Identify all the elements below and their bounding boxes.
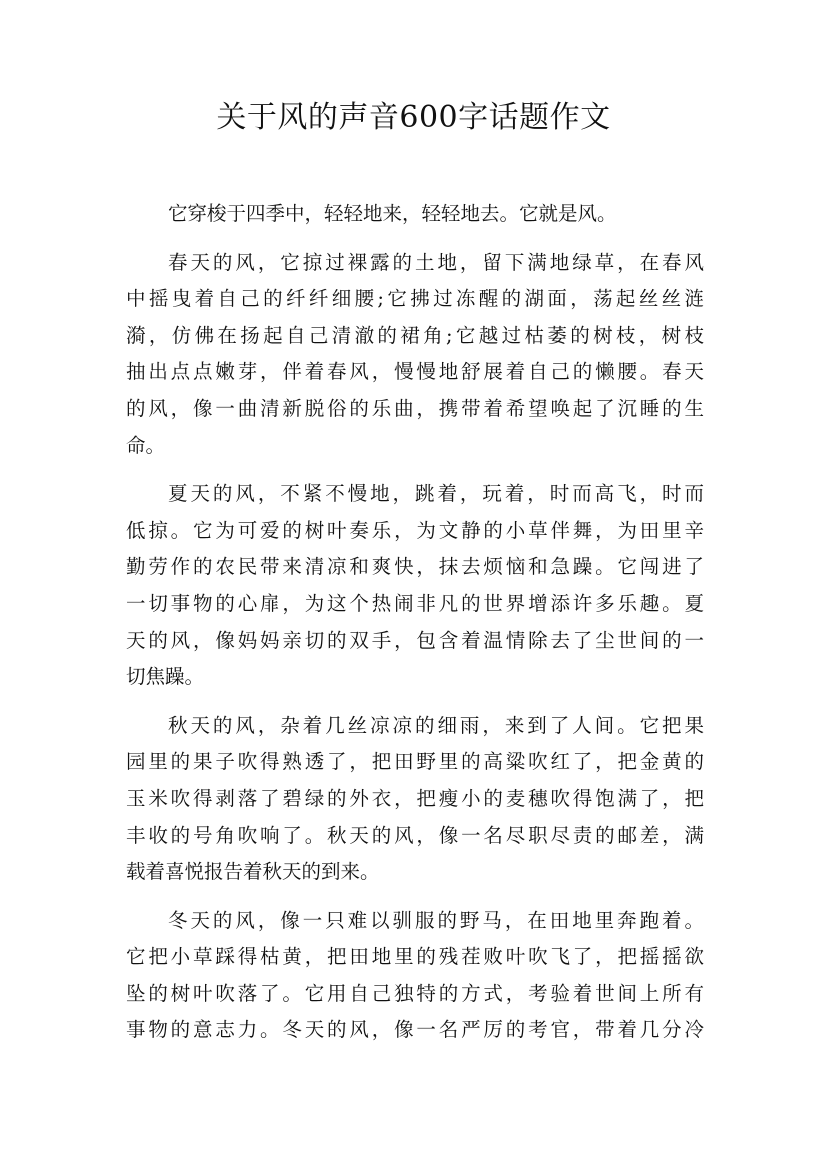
text-line: 漪，仿佛在扬起自己清澈的裙角;它越过枯萎的树枝，树枝 (126, 323, 704, 347)
text-line: 秋天的风，杂着几丝凉凉的细雨，来到了人间。它把果 (168, 713, 704, 737)
text-line: 玉米吹得剥落了碧绿的外衣，把瘦小的麦穗吹得饱满了，把 (126, 786, 704, 810)
text-line: 低掠。它为可爱的树叶奏乐，为文静的小草伴舞，为田里辛 (126, 518, 704, 542)
text-line: 坠的树叶吹落了。它用自己独特的方式，考验着世间上所有 (126, 981, 704, 1005)
paragraph-autumn (126, 708, 704, 891)
text-line: 抽出点点嫩芽，伴着春风，慢慢地舒展着自己的懒腰。春天 (126, 360, 704, 384)
document-title: 关于风的声音600字话题作文 (216, 100, 611, 135)
text-line: 园里的果子吹得熟透了，把田野里的高粱吹红了，把金黄的 (126, 750, 704, 774)
text-line: 切焦躁。 (126, 665, 205, 689)
essay-body (126, 196, 704, 1049)
text-line: 冬天的风，像一只难以驯服的野马，在田地里奔跑着。 (168, 908, 704, 932)
text-line: 夏天的风，不紧不慢地，跳着，玩着，时而高飞，时而 (168, 482, 704, 506)
text-line: 勤劳作的农民带来清凉和爽快，抹去烦恼和急躁。它闯进了 (126, 555, 704, 579)
text-line: 一切事物的心扉，为这个热闹非凡的世界增添许多乐趣。夏 (126, 591, 704, 615)
text-line: 载着喜悦报告着秋天的到来。 (126, 860, 380, 884)
text-line: 事物的意志力。冬天的风，像一名严厉的考官，带着几分冷 (126, 1018, 704, 1042)
text-line: 春天的风，它掠过裸露的土地，留下满地绿草，在春风 (168, 250, 704, 274)
text-line: 它穿梭于四季中，轻轻地来，轻轻地去。它就是风。 (168, 202, 617, 225)
text-line: 的风，像一曲清新脱俗的乐曲，携带着希望唤起了沉睡的生 (126, 396, 704, 420)
text-line: 天的风，像妈妈亲切的双手，包含着温情除去了尘世间的一 (126, 628, 704, 652)
text-line: 丰收的号角吹响了。秋天的风，像一名尽职尽责的邮差，满 (126, 823, 704, 847)
text-line: 它把小草踩得枯黄，把田地里的残茬败叶吹飞了，把摇摇欲 (126, 945, 704, 969)
paragraph-intro (126, 196, 704, 233)
paragraph-spring (126, 245, 704, 465)
paragraph-winter (126, 903, 704, 1049)
text-line: 命。 (126, 433, 166, 457)
text-line: 中摇曳着自己的纤纤细腰;它拂过冻醒的湖面，荡起丝丝涟 (126, 287, 704, 311)
paragraph-summer (126, 476, 704, 696)
